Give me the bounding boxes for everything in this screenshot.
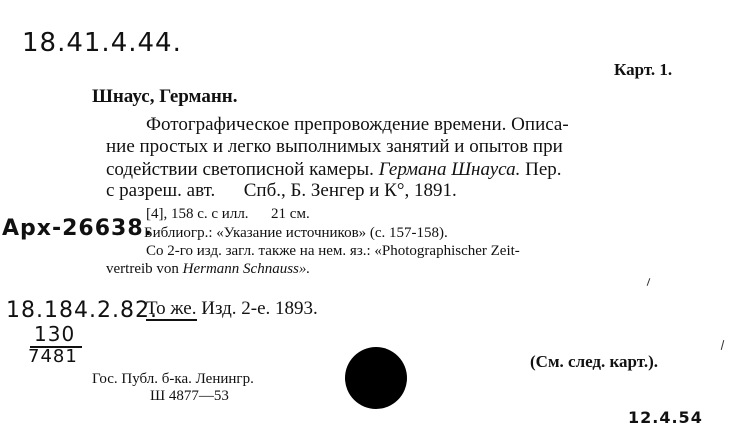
handwritten-fraction-top: 130 <box>34 322 76 346</box>
collation-note: [4], 158 с. с илл. 21 см. <box>146 206 310 222</box>
punch-hole <box>345 347 407 409</box>
bibliography-note: Библиогр.: «Указание источников» (с. 157-158). <box>144 225 448 241</box>
added-title-note-2 <box>106 261 310 278</box>
title-line-3 <box>106 159 562 181</box>
same-label: То же. <box>146 298 197 319</box>
author-italic: Германа Шнауса. <box>378 159 521 180</box>
imprint-line: с разреш. авт. Спб., Б. Зенгер и К°, 1891. <box>106 180 457 201</box>
margin-mark <box>721 340 725 350</box>
author-heading: Шнаус, Германн. <box>92 86 238 107</box>
added-title-note-2-name: Hermann Schnauss». <box>182 261 311 277</box>
title-line-3-end: Пер. <box>525 159 562 180</box>
same-edition-line <box>146 298 318 320</box>
title-line-3-start: содействии светописной камеры. <box>106 159 374 180</box>
handwritten-shelf-code: 18.184.2.82. <box>6 298 158 323</box>
added-title-note-1: Со 2-го изд. загл. также на нем. яз.: «Photographischer Zeit- <box>146 243 520 259</box>
library-name: Гос. Публ. б-ка. Ленингр. <box>92 371 254 387</box>
handwritten-top-code: 18.41.4.44. <box>22 28 182 58</box>
edition-text: Изд. 2-е. 1893. <box>201 298 318 319</box>
handwritten-bottom-right: 12.4.54 <box>628 408 703 427</box>
handwritten-archive-code: Арх-26638. <box>2 216 153 241</box>
handwritten-fraction-bottom: 7481 <box>28 346 78 367</box>
title-line-2: ние простых и легко выполнимых занятий и опытов при <box>106 136 563 157</box>
print-code: Ш 4877—53 <box>150 388 229 404</box>
card-number: Карт. 1. <box>614 60 673 79</box>
added-title-note-2-start: vertreib von <box>106 261 179 277</box>
margin-mark <box>647 278 651 286</box>
see-next-card: (См. след. карт.). <box>530 352 659 371</box>
title-line-1: Фотографическое препровождение времени. Описа- <box>146 114 569 135</box>
